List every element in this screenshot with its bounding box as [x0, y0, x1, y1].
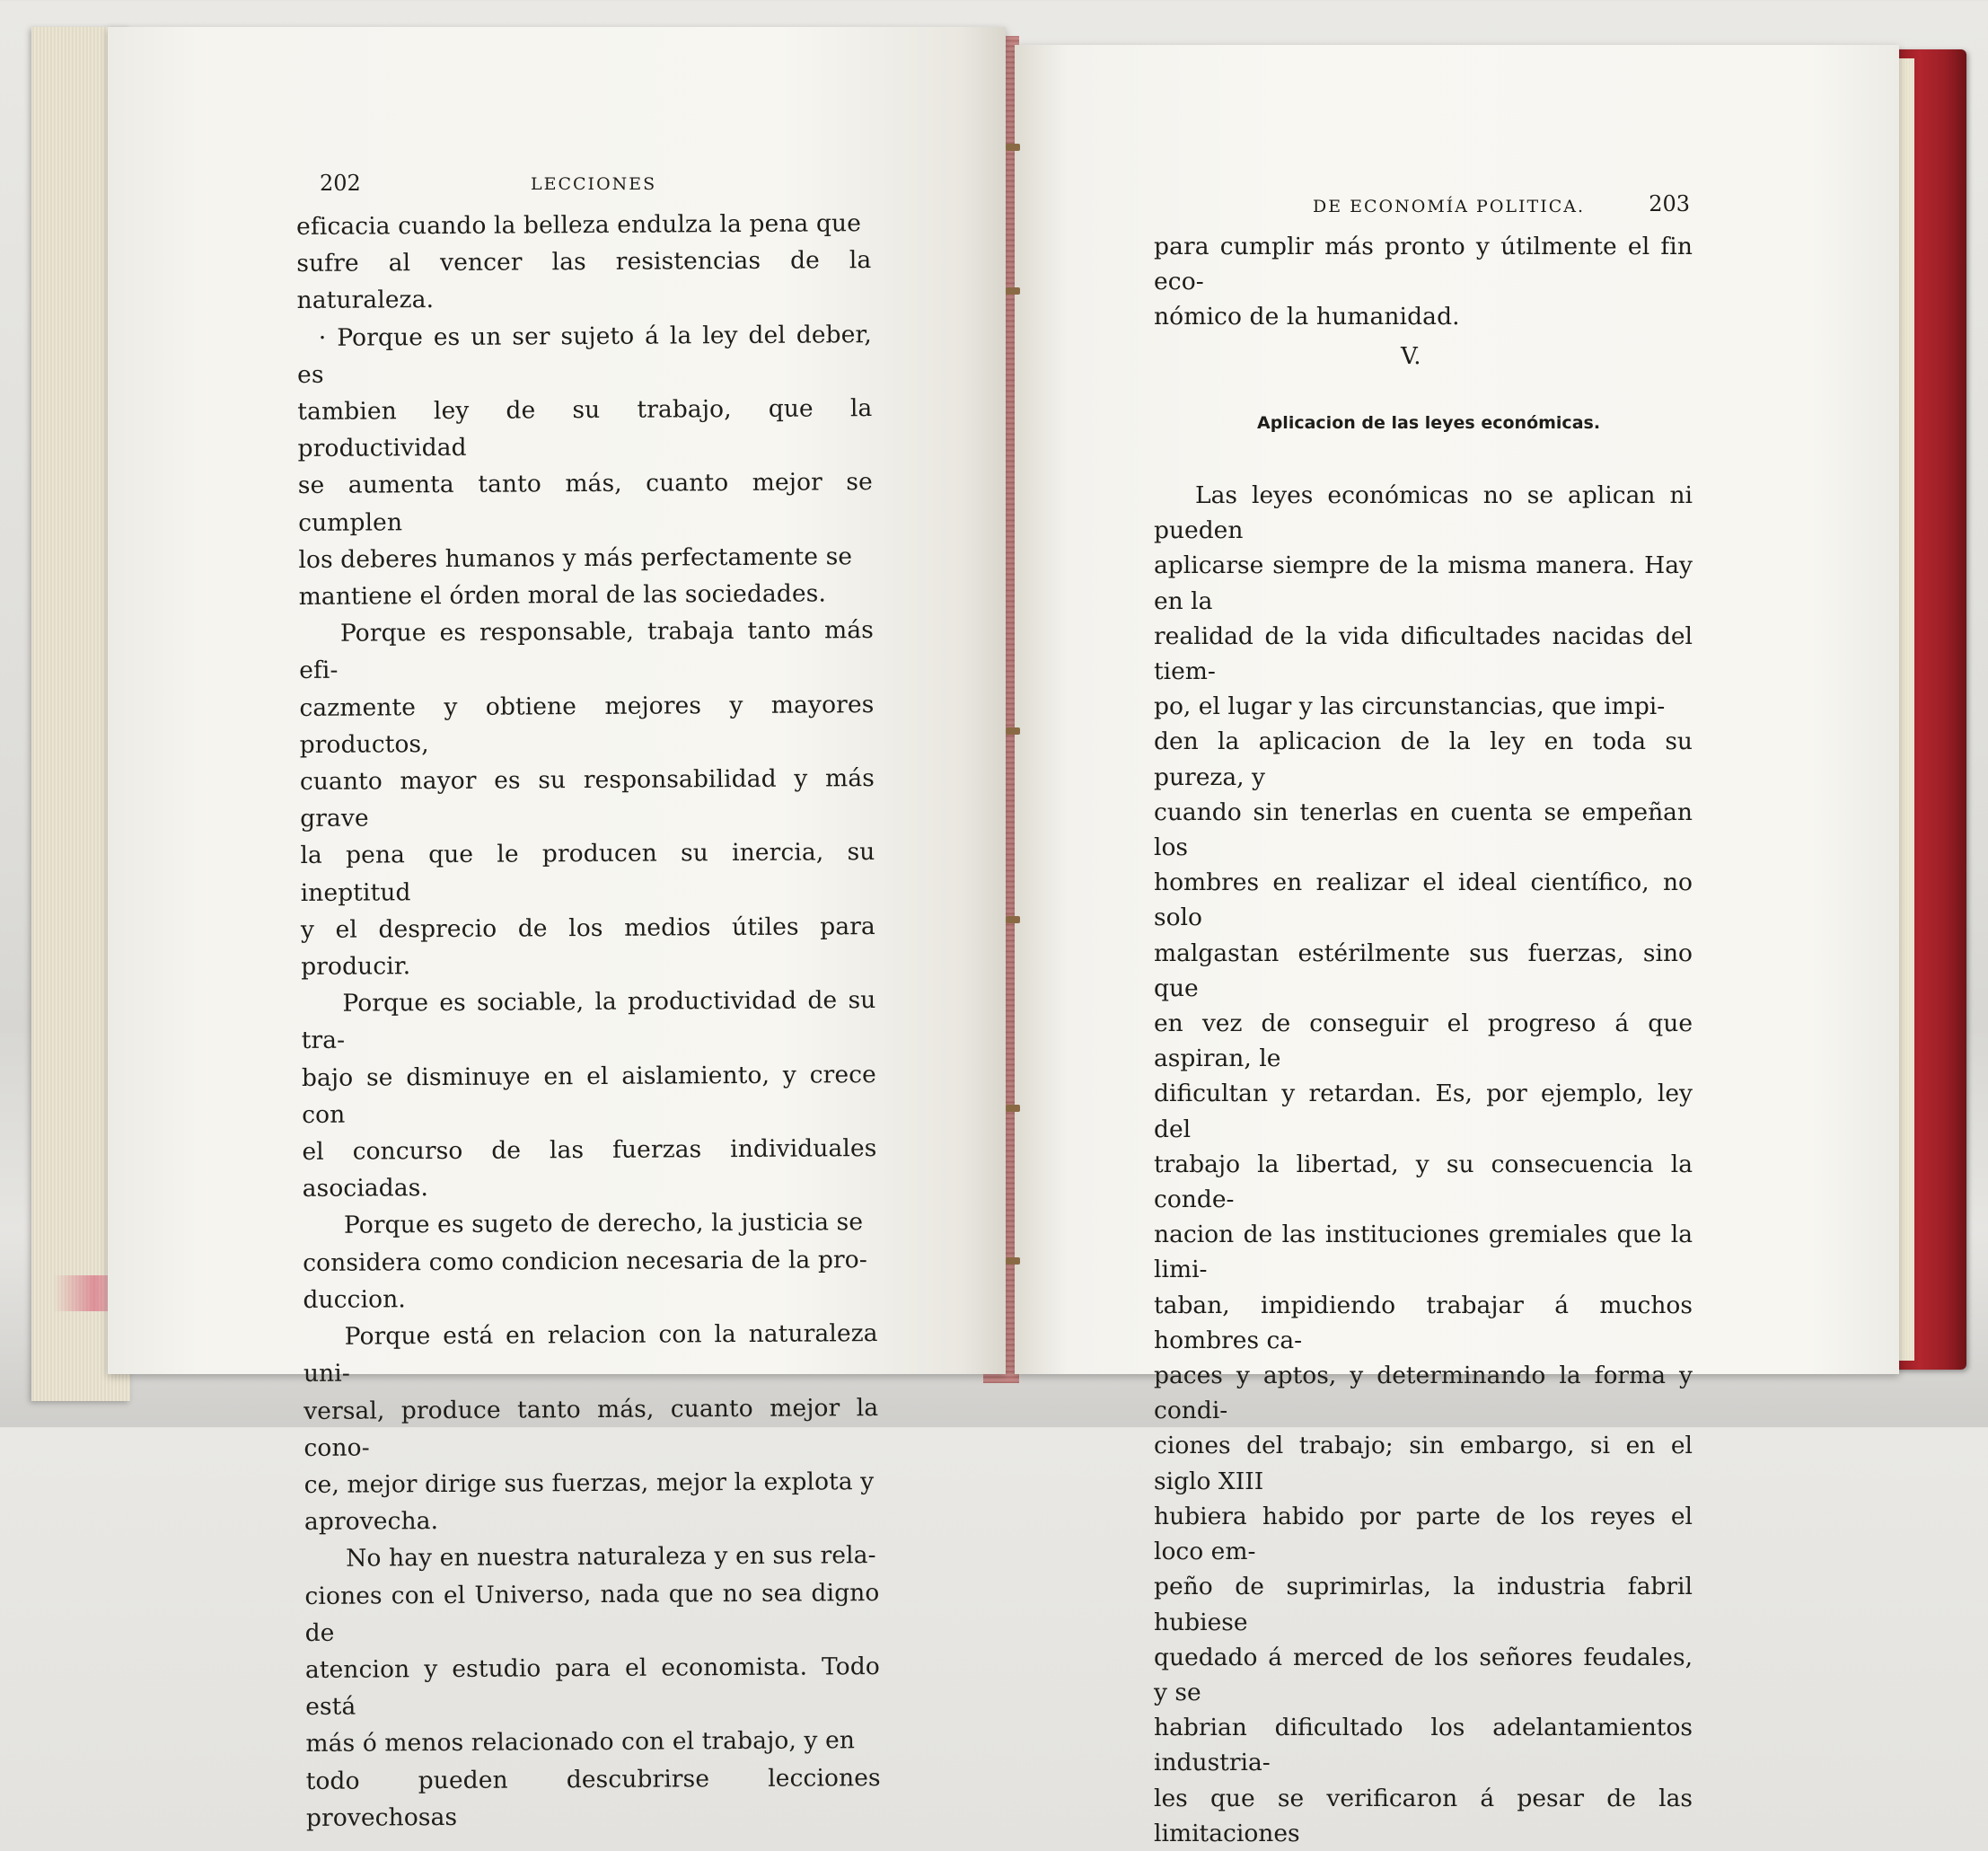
text-line: versal, produce tanto más, cuanto mejor la cono- — [303, 1393, 879, 1462]
right-page-number: 203 — [1649, 191, 1690, 216]
text-line: para cumplir más pronto y útilmente el fin eco- — [1154, 233, 1693, 296]
right-running-head — [1313, 191, 1690, 222]
text-line: cazmente y obtiene mejores y mayores productos, — [299, 690, 875, 759]
text-line: nacion de las instituciones gremiales que la limi- — [1154, 1221, 1693, 1284]
binding-stitch — [1006, 727, 1020, 735]
right-para-continued — [1154, 229, 1693, 335]
right-running-title: DE ECONOMÍA POLITICA. — [1313, 197, 1586, 216]
text-line: eficacia cuando la belleza endulza la pena que — [296, 209, 862, 241]
binding-stitch — [1006, 1105, 1020, 1112]
text-line: en vez de conseguir el progreso á que aspiran, le — [1154, 1009, 1693, 1073]
text-line: más ó menos relacionado con el trabajo, y en — [305, 1726, 856, 1758]
left-running-title: LECCIONES — [531, 174, 657, 194]
text-line: den la aplicacion de la ley en toda su pureza, y — [1154, 727, 1693, 791]
text-line: el concurso de las fuerzas individuales asociadas. — [302, 1134, 877, 1203]
text-line: Porque es sugeto de derecho, la justicia se — [343, 1208, 864, 1240]
text-line: Porque es sociable, la productividad de su tra- — [301, 986, 876, 1055]
binding-stitch — [1006, 287, 1020, 295]
text-line: aplicarse siempre de la misma manera. Hay en la — [1154, 551, 1693, 615]
section-title: Aplicacion de las leyes económicas. — [1257, 413, 1601, 433]
text-line: todo pueden descubrirse lecciones provechosas — [305, 1763, 881, 1832]
text-line: se aumenta tanto más, cuanto mejor se cumplen — [297, 468, 873, 537]
left-para-4 — [301, 982, 876, 1207]
text-line: No hay en nuestra naturaleza y en sus rela- — [346, 1541, 876, 1573]
text-line: Porque está en relacion con la naturaleza uni- — [303, 1319, 878, 1388]
text-line: bajo se disminuye en el aislamiento, y crece con — [301, 1060, 876, 1129]
text-line: la pena que le producen su inercia, su ineptitud — [300, 838, 875, 907]
text-line: quedado á merced de los señores feudales, y se — [1154, 1643, 1693, 1706]
text-line: malgastan estérilmente sus fuerzas, sino que — [1154, 939, 1693, 1002]
text-line: cuando sin tenerlas en cuenta se empeñan los — [1154, 798, 1693, 862]
left-para-6 — [303, 1315, 879, 1540]
binding-stitch — [1006, 916, 1020, 923]
text-line: los deberes humanos y más perfectamente se — [298, 542, 853, 574]
left-page-body — [296, 205, 881, 1837]
text-line: habrian dificultado los adelantamientos industria- — [1154, 1714, 1693, 1777]
text-line: atencion y estudio para el economista. Todo está — [304, 1652, 881, 1722]
binding-stitch — [1006, 1257, 1020, 1265]
text-line: y el desprecio de los medios útiles para producir. — [300, 912, 875, 982]
text-line: cuanto mayor es su responsabilidad y más grave — [299, 764, 875, 833]
text-line: nómico de la humanidad. — [1154, 303, 1460, 331]
right-page-top-text — [1154, 229, 1693, 335]
text-line: hubiera habido por parte de los reyes el loco em- — [1154, 1502, 1693, 1566]
text-line: peño de suprimirlas, la industria fabril hubiese — [1154, 1573, 1693, 1636]
right-para-1 — [1154, 478, 1693, 1851]
text-line: tambien ley de su trabajo, que la productividad — [297, 394, 873, 463]
left-para-2 — [297, 316, 874, 616]
text-line: duccion. — [303, 1285, 406, 1314]
text-line: · Porque es un ser sujeto á la ley del deber, es — [297, 320, 872, 389]
section-number: V. — [1401, 343, 1421, 370]
text-line: les que se verificaron á pesar de las limitaciones — [1154, 1784, 1693, 1847]
text-line: Las leyes económicas no se aplican ni pueden — [1154, 481, 1693, 545]
text-line: ciones con el Universo, nada que no sea digno de — [304, 1578, 880, 1647]
text-line: aprovecha. — [303, 1507, 439, 1537]
text-line: dificultan y retardan. Es, por ejemplo, ley del — [1154, 1080, 1693, 1143]
right-page-body — [1154, 478, 1693, 1851]
text-line: Porque es responsable, trabaja tanto más efi- — [299, 616, 874, 685]
left-para-3 — [299, 612, 876, 985]
text-line: hombres en realizar el ideal científico, no solo — [1154, 868, 1693, 932]
text-line: po, el lugar y las circunstancias, que impi- — [1154, 692, 1666, 721]
text-line: realidad de la vida dificultades nacidas del tiem- — [1154, 621, 1693, 686]
text-line: sufre al vencer las resistencias de la naturaleza. — [296, 246, 872, 315]
text-line: taban, impidiendo trabajar á muchos hombres ca- — [1154, 1291, 1693, 1354]
text-line: considera como condicion necesaria de la pro- — [303, 1245, 867, 1277]
binding-stitch — [1006, 144, 1020, 151]
text-line: mantiene el órden moral de las sociedades. — [298, 579, 827, 612]
text-line: ciones del trabajo; sin embargo, si en el siglo XIII — [1154, 1432, 1693, 1495]
text-line: paces y aptos, y determinando la forma y condi- — [1154, 1362, 1693, 1425]
left-para-7 — [304, 1537, 881, 1837]
left-page-number: 202 — [320, 171, 361, 196]
text-line: ce, mejor dirige sus fuerzas, mejor la explota y — [303, 1468, 875, 1499]
left-para-1 — [296, 205, 872, 320]
left-para-5 — [303, 1204, 878, 1319]
text-line: trabajo la libertad, y su consecuencia la conde- — [1154, 1150, 1693, 1214]
